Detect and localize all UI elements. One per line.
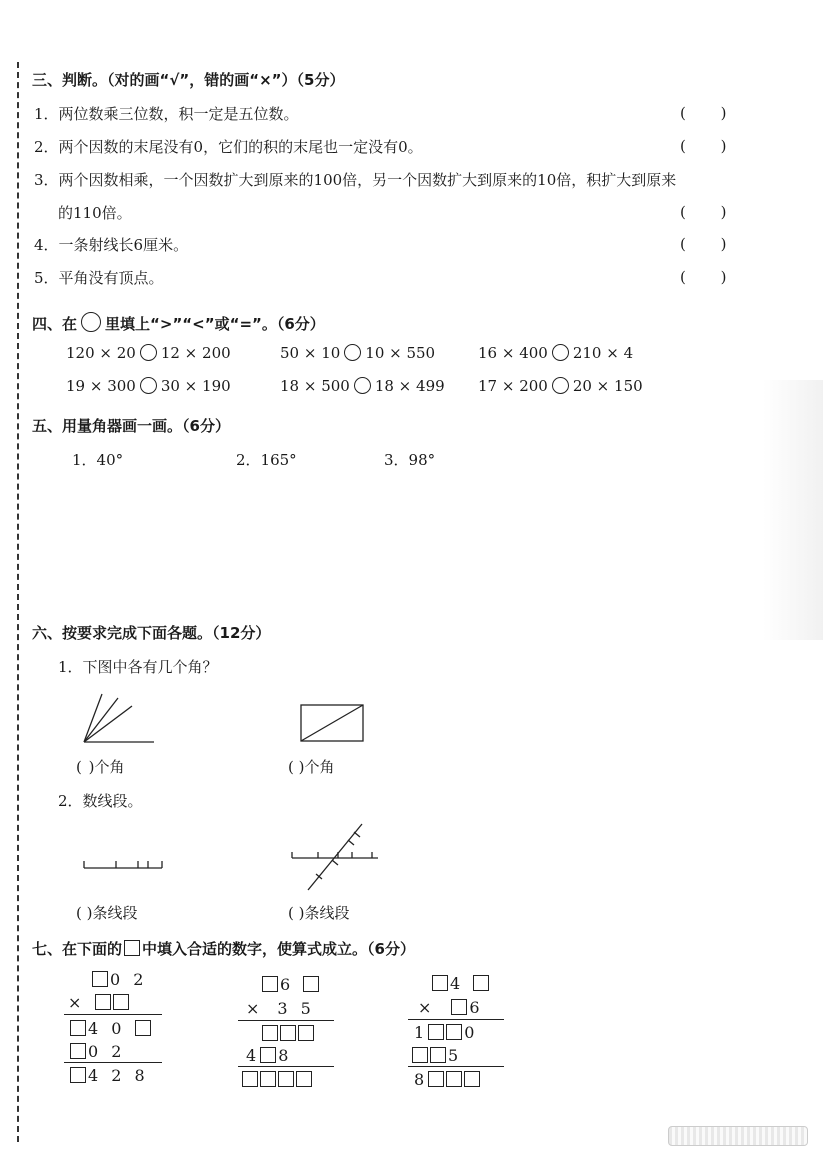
answer-paren-5[interactable]: ( ) — [680, 268, 727, 286]
p2-row2: × 3 5 — [246, 999, 315, 1018]
p3-row4: 5 — [412, 1046, 462, 1065]
digit-box[interactable] — [135, 1020, 151, 1036]
section4-title: 四、在 里填上“>”“<”或“=”。（6分） — [32, 312, 325, 334]
section5-title: 五、用量角器画一画。（6分） — [32, 417, 230, 435]
digit-box[interactable] — [262, 1025, 278, 1041]
digit-box[interactable] — [260, 1047, 276, 1063]
answer-paren-2[interactable]: ( ) — [680, 137, 727, 155]
judge-item-5: 5．平角没有顶点。 — [34, 269, 164, 287]
compare-2: 50 × 10 10 × 550 — [280, 344, 436, 362]
p3-row3: 1 0 — [414, 1023, 479, 1042]
digit-box[interactable] — [262, 976, 278, 992]
digit-box[interactable] — [70, 1043, 86, 1059]
q1-answer-1[interactable]: ( )个角 — [76, 758, 125, 776]
p2-row5 — [242, 1070, 314, 1089]
p1-row3: 4 0 — [70, 1019, 153, 1038]
digit-box[interactable] — [446, 1024, 462, 1040]
q1-text: 1．下图中各有几个角？ — [58, 658, 218, 676]
p1-row1: 0 2 — [92, 970, 147, 989]
digit-box[interactable] — [278, 1071, 294, 1087]
compare-circle[interactable] — [354, 377, 371, 394]
p1-row4: 0 2 — [70, 1042, 125, 1061]
compare-4: 19 × 300 30 × 190 — [66, 377, 231, 395]
compare-circle[interactable] — [552, 344, 569, 361]
digit-box[interactable] — [432, 975, 448, 991]
p1-line2 — [64, 1062, 162, 1063]
p3-row5: 8 — [414, 1070, 482, 1089]
p3-line2 — [408, 1066, 504, 1067]
q2-text: 2．数线段。 — [58, 792, 143, 810]
digit-box[interactable] — [260, 1071, 276, 1087]
compare-circle[interactable] — [140, 344, 157, 361]
digit-box[interactable] — [298, 1025, 314, 1041]
q1-answer-2[interactable]: ( )个角 — [288, 758, 335, 776]
section6-title: 六、按要求完成下面各题。（12分） — [32, 624, 271, 642]
digit-box[interactable] — [303, 976, 319, 992]
horizontal-scrollbar[interactable] — [668, 1126, 808, 1146]
digit-box[interactable] — [113, 994, 129, 1010]
p1-row2: × — [68, 993, 131, 1012]
compare-3: 16 × 400 210 × 4 — [478, 344, 634, 362]
q2-answer-2[interactable]: ( )条线段 — [288, 904, 350, 922]
compare-circle[interactable] — [140, 377, 157, 394]
p2-line1 — [238, 1020, 334, 1021]
digit-box[interactable] — [412, 1047, 428, 1063]
compare-1: 120 × 20 12 × 200 — [66, 344, 231, 362]
judge-item-1: 1．两位数乘三位数，积一定是五位数。 — [34, 105, 299, 123]
rays-figure — [80, 686, 160, 746]
p3-row1: 4 — [432, 974, 491, 993]
p1-row5: 4 2 8 — [70, 1066, 149, 1085]
digit-box[interactable] — [428, 1024, 444, 1040]
compare-6: 17 × 200 20 × 150 — [478, 377, 643, 395]
answer-paren-4[interactable]: ( ) — [680, 235, 727, 253]
digit-box[interactable] — [296, 1071, 312, 1087]
compare-circle[interactable] — [552, 377, 569, 394]
judge-item-3: 3．两个因数相乘，一个因数扩大到原来的100倍，另一个因数扩大到原来的10倍，积扩大到原来 — [34, 171, 677, 189]
angle-item-1: 1．40° — [72, 451, 124, 469]
digit-box[interactable] — [464, 1071, 480, 1087]
digit-box[interactable] — [428, 1071, 444, 1087]
p2-row3 — [262, 1024, 316, 1043]
digit-box[interactable] — [70, 1020, 86, 1036]
answer-paren-1[interactable]: ( ) — [680, 104, 727, 122]
rectangle-diagonal-figure — [300, 704, 366, 744]
judge-item-3-cont: 的110倍。 — [58, 204, 132, 222]
section3-title: 三、判断。（对的画“√”，错的画“×”）（5分） — [32, 71, 345, 89]
p3-line1 — [408, 1019, 504, 1020]
p3-row2: × 6 — [418, 998, 484, 1017]
p2-line2 — [238, 1066, 334, 1067]
compare-circle[interactable] — [344, 344, 361, 361]
segment-figure-2 — [290, 822, 382, 894]
q2-answer-1[interactable]: ( )条线段 — [76, 904, 138, 922]
page-shadow — [763, 380, 823, 640]
circle-icon — [81, 312, 101, 332]
digit-box[interactable] — [95, 994, 111, 1010]
p1-line1 — [64, 1014, 162, 1015]
judge-item-4: 4．一条射线长6厘米。 — [34, 236, 189, 254]
compare-5: 18 × 500 18 × 499 — [280, 377, 445, 395]
square-icon — [124, 940, 140, 956]
digit-box[interactable] — [70, 1067, 86, 1083]
digit-box[interactable] — [280, 1025, 296, 1041]
segment-figure-1 — [82, 858, 166, 872]
digit-box[interactable] — [92, 971, 108, 987]
digit-box[interactable] — [242, 1071, 258, 1087]
binding-dashed-line — [17, 62, 19, 1142]
digit-box[interactable] — [451, 999, 467, 1015]
p2-row1: 6 — [262, 975, 321, 994]
digit-box[interactable] — [430, 1047, 446, 1063]
judge-item-2: 2．两个因数的末尾没有0，它们的积的末尾也一定没有0。 — [34, 138, 423, 156]
digit-box[interactable] — [446, 1071, 462, 1087]
angle-item-3: 3．98° — [384, 451, 436, 469]
p2-row4: 4 8 — [246, 1046, 293, 1065]
answer-paren-3[interactable]: ( ) — [680, 203, 727, 221]
digit-box[interactable] — [473, 975, 489, 991]
section7-title: 七、在下面的 中填入合适的数字，使算式成立。（6分） — [32, 940, 415, 958]
angle-item-2: 2．165° — [236, 451, 297, 469]
